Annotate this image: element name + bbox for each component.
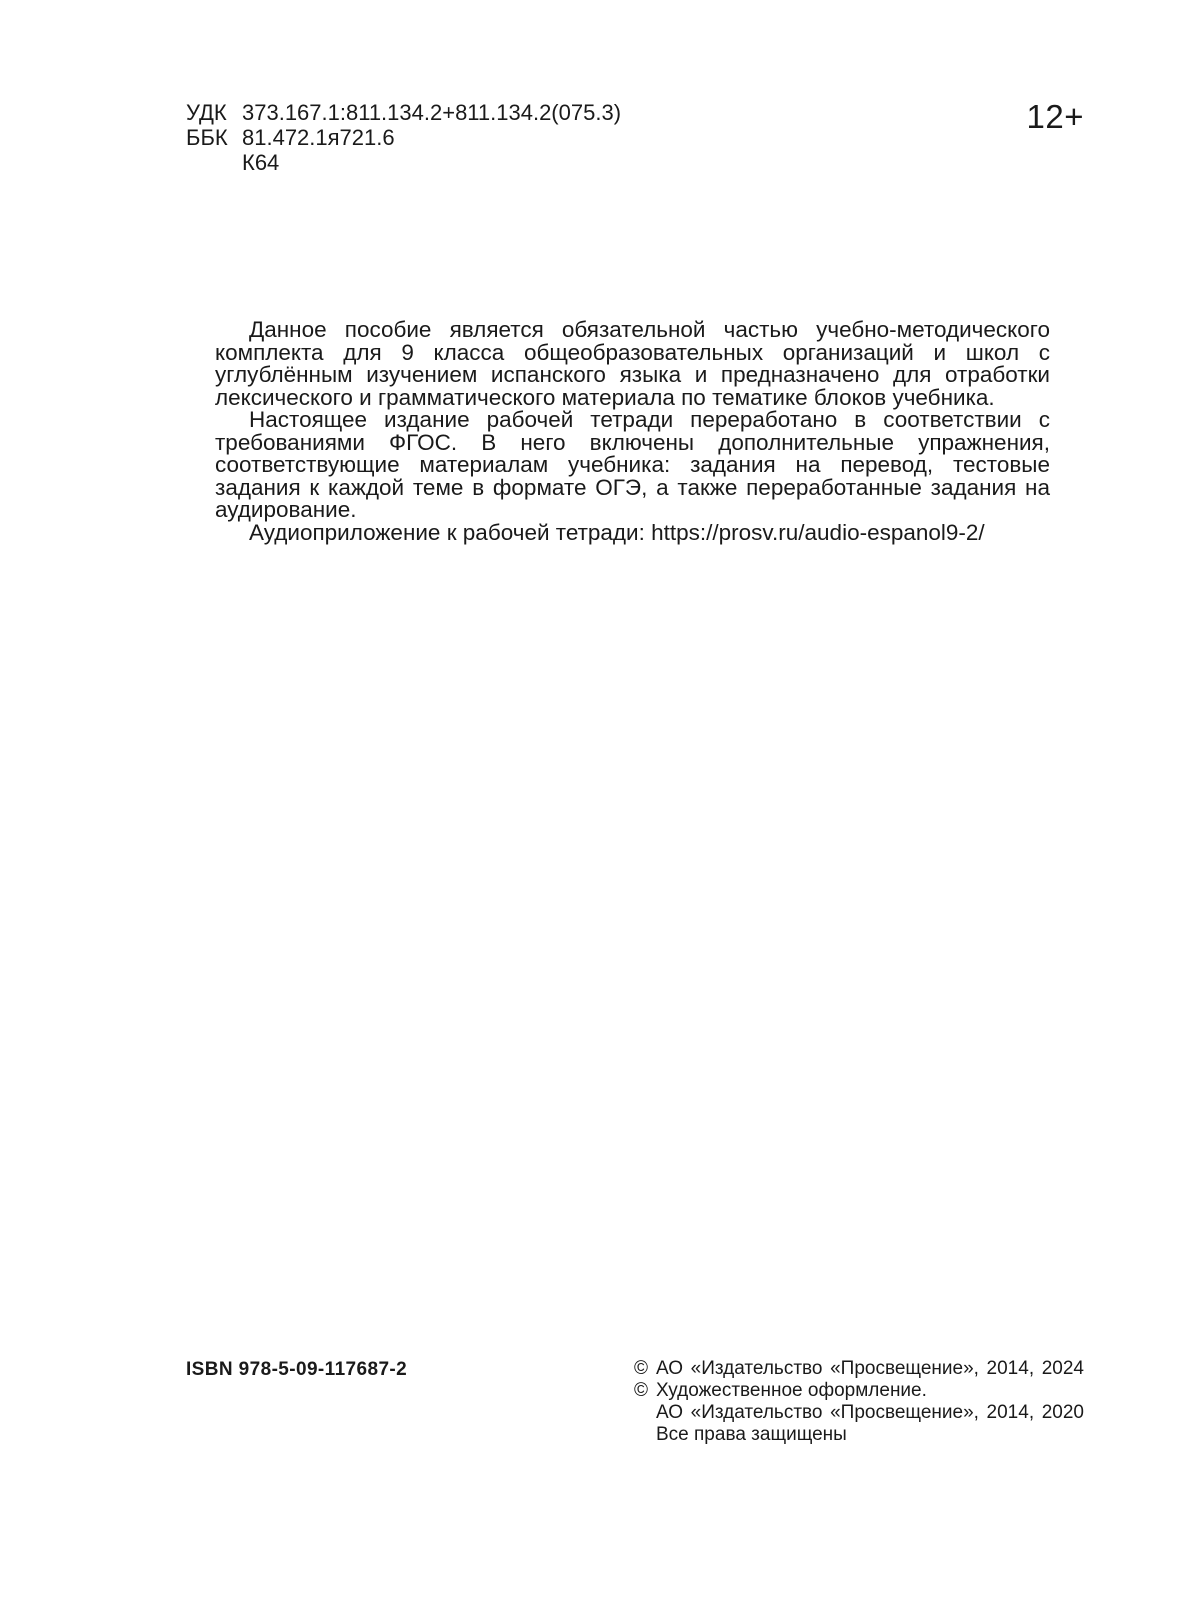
copyright-line bbox=[634, 1402, 1084, 1424]
classification-block bbox=[186, 100, 621, 175]
copyright-icon: © bbox=[634, 1380, 648, 1401]
copyright-icon: © bbox=[634, 1358, 648, 1379]
annotation-paragraph: Данное пособие является обязательной частью учебно-методического комплекта для 9 класса общеобразовательных организаций и школ с углублённым изучением испанского языка и предназначено для отработки лексического и грамматического материала по тематике блоков учебника. bbox=[215, 317, 1050, 410]
udk-value: 373.167.1:811.134.2+811.134.2(075.3) bbox=[242, 100, 622, 125]
copyright-line bbox=[634, 1380, 1084, 1402]
age-rating: 12+ bbox=[1026, 98, 1084, 135]
udk-label: УДК bbox=[186, 100, 227, 125]
copyright-text: Художественное оформление. bbox=[656, 1380, 927, 1401]
copyright-text: АО «Издательство «Просвещение», 2014, 2024 bbox=[656, 1358, 1084, 1379]
bbk-value: 81.472.1я721.6 bbox=[242, 125, 395, 150]
copyright-text: АО «Издательство «Просвещение», 2014, 2020 bbox=[656, 1402, 1084, 1423]
copyright-line bbox=[634, 1358, 1084, 1380]
bbk-label: ББК bbox=[186, 125, 228, 150]
udk-row bbox=[186, 100, 621, 125]
rights-line bbox=[634, 1424, 1084, 1446]
annotation-paragraph-audio: Аудиоприложение к рабочей тетради: https://prosv.ru/audio-espanol9-2/ bbox=[249, 519, 985, 545]
bbk-row bbox=[186, 125, 621, 150]
annotation-paragraph: Настоящее издание рабочей тетради переработано в соответствии с требованиями ФГОС. В него включены дополнительные упражнения, соответствующие материалам учебника: задания на перевод, тестовые задания к каждой теме в формате ОГЭ, а также переработанные задания на аудирование. bbox=[215, 407, 1050, 522]
rights-text: Все права защищены bbox=[656, 1424, 847, 1445]
copyright-block bbox=[634, 1358, 1084, 1446]
author-mark: К64 bbox=[242, 150, 280, 175]
isbn: ISBN 978-5-09-117687-2 bbox=[186, 1359, 408, 1380]
annotation bbox=[215, 319, 1050, 544]
author-mark-row bbox=[186, 150, 621, 175]
